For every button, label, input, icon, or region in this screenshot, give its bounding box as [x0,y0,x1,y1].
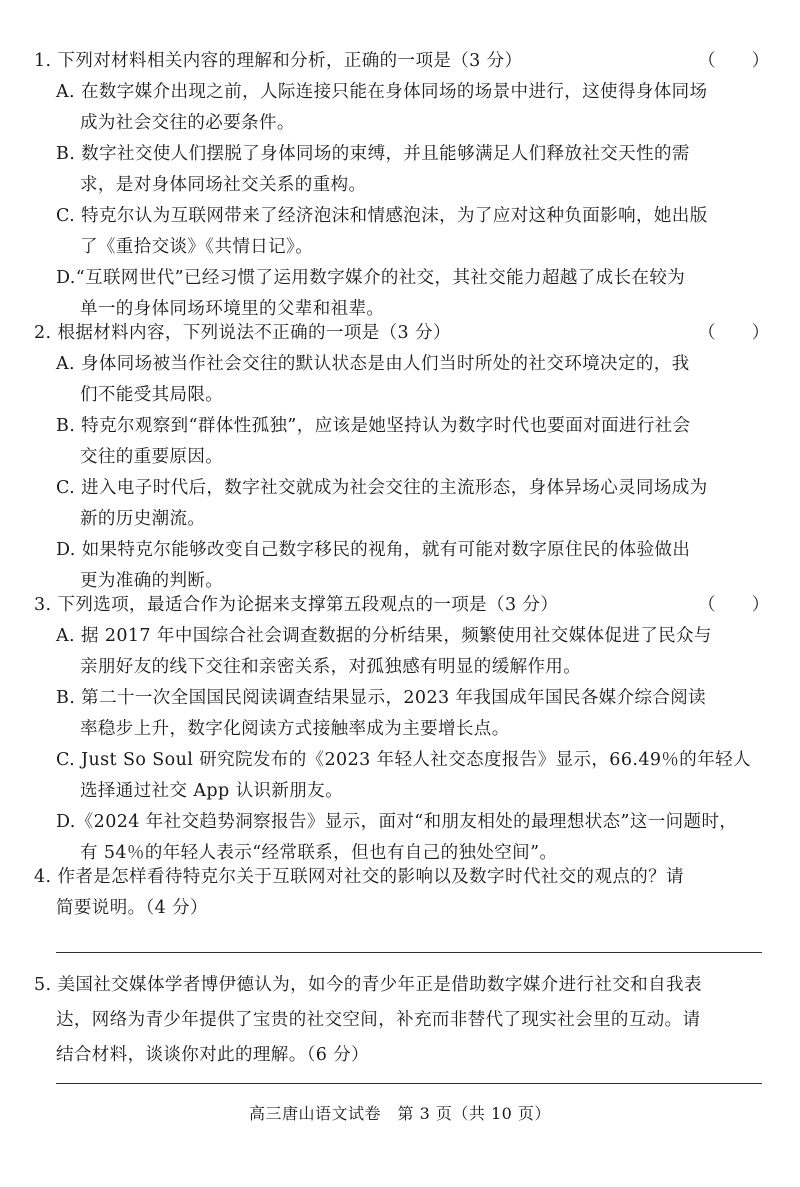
question-stem: 1. 下列对材料相关内容的理解和分析，正确的一项是（3 分） [34,51,523,71]
option-d: D.“互联网世代”已经习惯了运用数字媒介的社交，其社交能力超越了成长在较为 单一的身体同场环境里的父辈和祖辈。 [56,268,686,319]
question-4: 4. 作者是怎样看待特克尔关于互联网对社交的影响以及数字时代社交的观点的？请 简要说明。（4 分） [34,862,764,924]
answer-bracket: （ ） [698,323,770,343]
answer-line [56,1083,762,1084]
option-a: A. 在数字媒介出现之前，人际连接只能在身体同场的场景中进行，这使得身体同场 成为社会交往的必要条件。 [56,82,708,133]
option-d: D. 如果特克尔能够改变自己数字移民的视角，就有可能对数字原住民的体验做出 更为准确的判断。 [56,540,691,591]
question-1 [34,46,770,325]
option-b: B. 第二十一次全国国民阅读调查结果显示，2023 年我国成年国民各媒介综合阅读 率稳步上升，数字化阅读方式接触率成为主要增长点。 [56,688,707,739]
option-c: C. 特克尔认为互联网带来了经济泡沫和情感泡沫，为了应对这种负面影响，她出版 了《重拾交谈》《共情日记》。 [56,206,708,257]
option-a: A. 据 2017 年中国综合社会调查数据的分析结果，频繁使用社交媒体促进了民众与 亲朋好友的线下交往和亲密关系，对孤独感有明显的缓解作用。 [56,626,712,677]
answer-line [56,952,762,953]
option-a: A. 身体同场被当作社会交往的默认状态是由人们当时所处的社交环境决定的，我 们不能受其局限。 [56,354,690,405]
question-2 [34,318,770,597]
question-5: 5. 美国社交媒体学者博伊德认为，如今的青少年正是借助数字媒介进行社交和自我表 达，网络为青少年提供了宝贵的社交空间，补充而非替代了现实社会里的互动。请 结合材料，谈谈你对此的理解。（6 分） [34,968,764,1073]
option-b: B. 特克尔观察到“群体性孤独”，应该是她坚持认为数字时代也要面对面进行社会 交往的重要原因。 [56,416,691,467]
page-footer: 高三唐山语文试卷 第 3 页（共 10 页） [249,1104,551,1123]
option-c: C. 进入电子时代后，数字社交就成为社会交往的主流形态，身体异场心灵同场成为 新的历史潮流。 [56,478,708,529]
question-stem: 3. 下列选项，最适合作为论据来支撑第五段观点的一项是（3 分） [34,595,559,615]
option-c: C. Just So Soul 研究院发布的《2023 年轻人社交态度报告》显示，66.49％的年轻人 选择通过社交 App 认识新朋友。 [56,750,751,801]
question-stem: 4. 作者是怎样看待特克尔关于互联网对社交的影响以及数字时代社交的观点的？请 [34,867,684,887]
option-b: B. 数字社交使人们摆脱了身体同场的束缚，并且能够满足人们释放社交天性的需 求，是对身体同场社交关系的重构。 [56,144,690,195]
answer-bracket: （ ） [698,51,770,71]
question-3 [34,590,770,869]
question-stem: 5. 美国社交媒体学者博伊德认为，如今的青少年正是借助数字媒介进行社交和自我表 [34,975,702,995]
option-d: D.《2024 年社交趋势洞察报告》显示，面对“和朋友相处的最理想状态”这一问题时， 有 54％的年轻人表示“经常联系，但也有自己的独处空间”。 [56,812,738,863]
answer-bracket: （ ） [698,595,770,615]
question-stem: 2. 根据材料内容，下列说法不正确的一项是（3 分） [34,323,451,343]
